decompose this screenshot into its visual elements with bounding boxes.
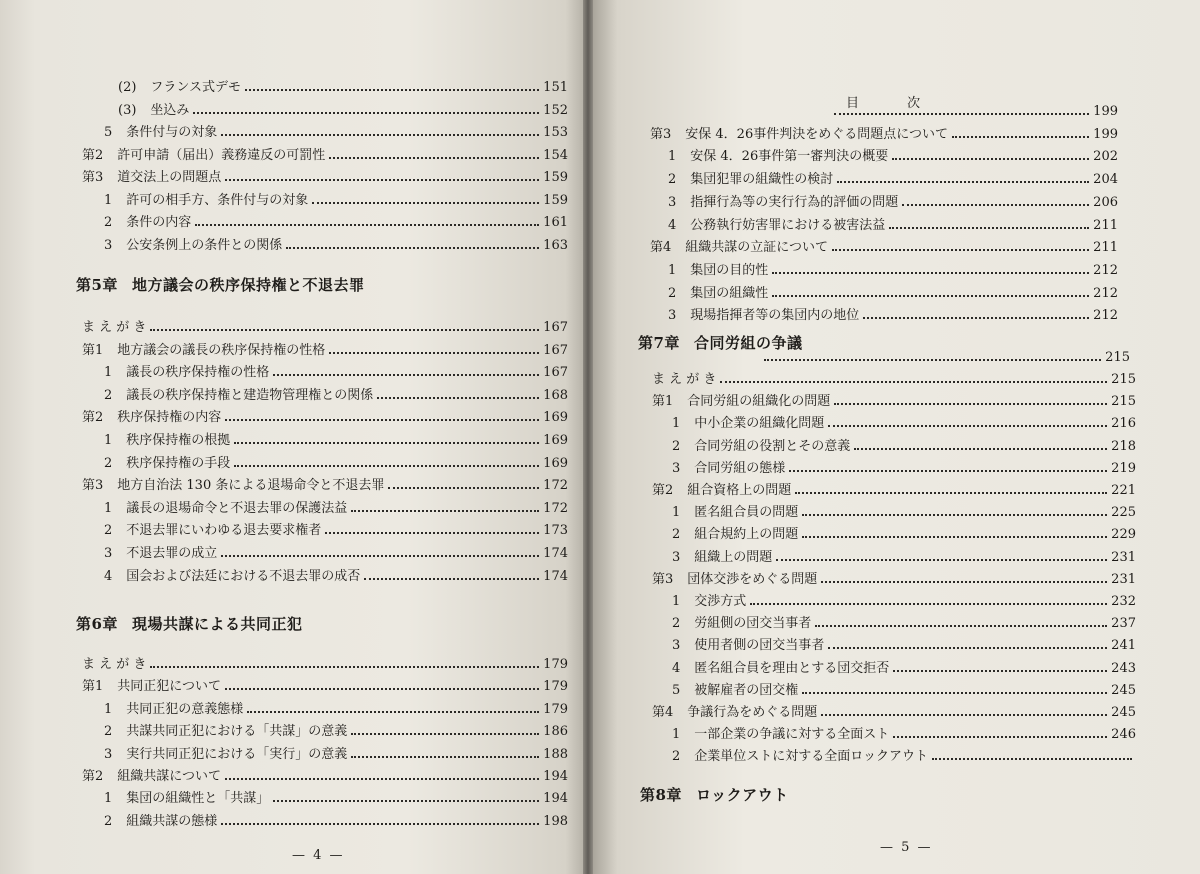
entry-label: 現場指揮者等の集団内の地位 [690,308,860,324]
dot-leader [720,380,1107,383]
toc-entry [672,527,1136,545]
entry-number: 2 [672,616,681,632]
entry-number: 2 [104,813,113,829]
entry-label: 秩序保持権の内容 [117,410,222,426]
entry-page-number: 231 [1111,549,1136,565]
dot-leader [772,271,1089,274]
entry-page-number: 169 [543,410,568,426]
chapter-title: 現場共謀による共同正犯 [131,615,303,633]
entry-number: 第3 [82,170,104,185]
book-gutter [583,0,593,874]
entry-number: 第3 [650,126,672,142]
entry-page-number: 151 [543,80,568,95]
entry-number: 第2 [82,769,104,784]
toc-entry [652,372,1136,390]
toc-entry [668,263,1118,281]
entry-page-number: 215 [1111,394,1136,410]
entry-number: 3 [672,549,681,565]
toc-entry [104,215,568,233]
dot-leader [795,491,1107,494]
entry-page-number: 152 [543,102,568,118]
toc-entry [104,702,568,720]
entry-label: 国会および法廷における不退去罪の成否 [126,568,361,584]
toc-entry [104,365,568,383]
toc-entry [104,125,568,143]
dot-leader [834,112,1089,115]
entry-label: 合同労組の態様 [694,460,786,476]
entry-label: 共謀共同正犯における「共謀」の意義 [126,724,348,740]
entry-label: 条件の内容 [126,215,192,230]
toc-entry [104,791,568,809]
toc-entry [104,238,568,256]
entry-number: 2 [104,455,113,471]
dot-leader [273,373,539,376]
entry-label: 組合資格上の問題 [687,483,792,498]
entry-number: 第1 [652,394,674,410]
entry-page-number: 194 [543,769,568,784]
toc-entry [672,727,1136,745]
chapter-6-heading [76,613,302,634]
entry-number: 1 [668,262,677,278]
entry-number: 2 [668,172,677,188]
entry-label: 不退去罪にいわゆる退去要求権者 [126,523,322,539]
entry-page-number: 172 [543,500,568,516]
dot-leader [247,710,539,713]
toc-entry [672,749,1136,767]
toc-entry [104,193,568,211]
chapter-7-heading [638,332,802,353]
chapter-number: 第6章 [76,615,118,633]
dot-leader [821,713,1107,716]
dot-leader [193,111,539,114]
entry-label: 不退去罪の成立 [126,546,218,561]
toc-entry [650,127,1118,145]
toc-entry [668,308,1118,326]
dot-leader [834,402,1107,405]
entry-label: 匿名組合員を理由とする団交拒否 [694,660,890,676]
dot-leader [815,624,1107,627]
entry-page-number: 179 [543,657,568,672]
dot-leader [802,691,1107,694]
entry-label: 許可申請（届出）義務違反の可罰性 [117,147,326,163]
entry-page-number: 216 [1111,416,1136,432]
dot-leader [225,687,539,690]
entry-page-number: 212 [1093,308,1118,324]
entry-page-number: 179 [543,701,568,717]
toc-entry [104,388,568,406]
entry-page-number: 202 [1093,149,1118,165]
dot-leader [802,513,1107,516]
dot-leader [225,418,539,421]
entry-number: 4 [672,660,681,676]
dot-leader [364,577,539,580]
dot-leader [932,757,1132,760]
toc-entry [104,546,568,564]
entry-page-number: 188 [543,746,568,762]
toc-entry [82,148,568,166]
chapter-number: 第7章 [638,334,680,352]
entry-page-number: 229 [1111,527,1136,543]
entry-label: 組織共謀の立証について [685,240,829,256]
entry-page-number: 215 [1111,372,1136,387]
entry-label: 議長の秩序保持権と建造物管理権との関係 [126,387,374,403]
entry-number: 2 [672,527,681,543]
toc-entry [672,550,1136,568]
entry-number: 1 [672,416,681,432]
entry-label: 集団の組織性と「共謀」 [126,791,270,807]
entry-page-number: 232 [1111,594,1136,609]
entry-label: 団体交渉をめぐる問題 [687,571,818,587]
entry-page-number: 204 [1093,172,1118,188]
dot-leader [325,531,539,534]
toc-entry [672,416,1136,434]
entry-number: (3) [118,102,137,118]
dot-leader [854,447,1107,450]
entry-page-number: 172 [543,478,568,494]
entry-number: 1 [104,791,113,807]
dot-leader [351,732,539,735]
entry-page-number: 167 [543,365,568,381]
chapter-5-heading [76,274,364,295]
dot-leader [351,755,539,758]
entry-label: 安保 4．26事件判決をめぐる問題点について [685,126,948,142]
entry-number: 5 [672,682,681,698]
entry-number: (2) [118,80,137,95]
entry-number: 1 [672,727,681,743]
toc-entry [668,149,1118,167]
entry-label: 中小企業の組織化問題 [694,416,825,432]
entry-label: 公務執行妨害罪における被害法益 [690,217,886,233]
entry-label: 合同労組の組織化の問題 [687,394,831,410]
entry-number: 第2 [82,147,104,163]
entry-label: 交渉方式 [694,594,747,609]
page-number-left: — 4 — [292,848,345,863]
entry-label: 集団犯罪の組織性の検討 [690,172,834,188]
entry-page-number: 173 [543,523,568,539]
entry-label: 公安条例上の条件との関係 [126,237,283,253]
entry-page-number: 186 [543,724,568,740]
toc-entry [82,410,568,428]
entry-page-number: 163 [543,237,568,253]
entry-number: 第4 [650,240,672,256]
entry-number: 3 [104,746,113,762]
dot-leader [821,580,1107,583]
toc-entry [82,769,568,787]
entry-label: 争議行為をめぐる問題 [687,705,818,720]
page-number-right: — 5 — [880,840,933,855]
entry-label: 秩序保持権の根拠 [126,433,231,448]
entry-number: 5 [104,125,113,140]
toc-entry [672,461,1136,479]
entry-page-number: 198 [543,813,568,829]
toc-entry [672,661,1136,679]
entry-label: 条件付与の対象 [126,125,218,140]
entry-page-number: 237 [1111,616,1136,632]
chapter-8-heading [640,784,789,805]
entry-number: 3 [668,194,677,210]
entry-page-number: 174 [543,568,568,584]
toc-entry [672,683,1136,701]
entry-number: 3 [668,308,677,324]
entry-page-number: 245 [1111,682,1136,698]
toc-entry [82,170,568,188]
entry-page-number: 169 [543,455,568,471]
entry-number: 2 [668,285,677,301]
entry-label: 一部企業の争議に対する全面スト [694,727,890,743]
entry-page-number: 174 [543,546,568,561]
entry-number: 3 [672,638,681,654]
entry-number: 第1 [82,342,104,358]
chapter-title: ロックアウト [695,786,789,804]
dot-leader [832,248,1089,251]
entry-label: フランス式デモ [150,80,242,95]
dot-leader [863,316,1089,319]
chapter-number: 第8章 [640,786,682,804]
entry-number: 第1 [82,679,104,695]
dot-leader [828,424,1107,427]
entry-label: 地方議会の議長の秩序保持権の性格 [117,342,326,358]
entry-number: 2 [672,438,681,454]
entry-number: 第2 [652,483,674,498]
toc-entry [104,433,568,451]
dot-leader [234,464,539,467]
entry-number: 4 [104,568,113,584]
dot-leader [234,441,539,444]
dot-leader [329,351,539,354]
dot-leader [225,777,539,780]
dot-leader [893,735,1107,738]
chapter-title: 地方議会の秩序保持権と不退去罪 [131,276,365,294]
toc-entry [668,195,1118,213]
entry-number: 2 [104,215,113,230]
dot-leader [388,486,539,489]
dot-leader [286,246,539,249]
entry-number: 3 [104,237,113,253]
entry-label: 共同正犯の意義態様 [126,701,244,717]
toc-entry [672,616,1136,634]
toc-title: 目 次 [846,96,943,111]
entry-number: 第3 [652,571,674,587]
toc-entry [672,505,1136,523]
toc-entry [668,286,1118,304]
entry-label: 議長の退場命令と不退去罪の保護法益 [126,500,348,516]
entry-label: 秩序保持権の手段 [126,455,231,471]
toc-entry [104,814,568,832]
dot-leader [221,822,539,825]
toc-entry [118,103,568,121]
dot-leader [351,509,539,512]
entry-number: 1 [104,365,113,381]
entry-page-number: 179 [543,679,568,695]
entry-number: 第3 [82,478,104,494]
toc-entry [652,705,1136,723]
entry-label: ま え が き [82,320,147,335]
entry-label: 組織共謀について [117,769,222,784]
entry-page-number: 159 [543,192,568,208]
entry-number: 1 [104,701,113,717]
toc-entry [652,572,1136,590]
dot-leader [837,180,1089,183]
toc-entry [104,456,568,474]
toc-entry [118,80,568,98]
toc-entry [82,320,568,338]
entry-page-number: 194 [543,791,568,807]
entry-number: 4 [668,217,677,233]
dot-leader [772,294,1089,297]
entry-label: 道交法上の問題点 [117,170,222,185]
chapter-7-page-line [760,350,1130,368]
entry-page-number: 154 [543,147,568,163]
chapter-number: 第5章 [76,276,118,294]
entry-number: 第4 [652,705,674,720]
entry-page-number: 211 [1093,217,1118,233]
entry-number: 1 [668,149,677,165]
toc-entry [104,569,568,587]
dot-leader [245,88,539,91]
dot-leader [952,135,1089,138]
entry-page-number: 206 [1093,194,1118,210]
toc-entry [82,679,568,697]
dot-leader [221,133,539,136]
dot-leader [150,328,539,331]
entry-label: 議長の秩序保持権の性格 [126,365,270,381]
entry-number: 2 [672,749,681,765]
toc-entry [82,657,568,675]
entry-page-number: 246 [1111,727,1136,743]
entry-number: 3 [104,546,113,561]
entry-label: 労組側の団交当事者 [694,616,812,632]
toc-entry [104,501,568,519]
dot-leader [789,469,1107,472]
chapter-title: 合同労組の争議 [693,334,803,352]
dot-leader [902,203,1089,206]
dot-leader [195,223,539,226]
entry-page-number: 167 [543,320,568,335]
toc-entry [104,523,568,541]
dot-leader [329,156,539,159]
dot-leader [273,799,539,802]
entry-label: 匿名組合員の問題 [694,505,799,521]
entry-number: 1 [104,192,113,208]
entry-page-number: 211 [1093,240,1118,256]
entry-number: 2 [104,387,113,403]
entry-page-number: 168 [543,387,568,403]
entry-label: 合同労組の役割とその意義 [694,438,851,454]
entry-page-number: 199 [1093,126,1118,142]
dot-leader [776,558,1107,561]
entry-number: 2 [104,523,113,539]
entry-page-number: 212 [1093,285,1118,301]
entry-label: 共同正犯について [117,679,222,695]
entry-label: 使用者側の団交当事者 [694,638,825,654]
entry-label: 安保 4．26事件第一審判決の概要 [690,149,889,165]
dot-leader [225,178,539,181]
entry-page-number: 218 [1111,438,1136,454]
dot-leader [802,535,1107,538]
entry-number: 1 [104,500,113,516]
dot-leader [312,201,539,204]
entry-number: 第2 [82,410,104,426]
entry-page-number: 221 [1111,483,1136,498]
entry-page-number: 215 [1105,350,1130,365]
toc-entry [672,439,1136,457]
entry-number: 1 [672,594,681,609]
entry-label: 実行共同正犯における「実行」の意義 [126,746,348,762]
toc-entry [830,104,1118,122]
entry-page-number: 212 [1093,262,1118,278]
entry-label: 坐込み [150,102,190,118]
entry-label: 集団の組織性 [690,285,769,301]
entry-number: 2 [104,724,113,740]
dot-leader [889,226,1089,229]
toc-entry [652,483,1136,501]
entry-label: 指揮行為等の実行行為的評価の問題 [690,194,899,210]
toc-entry [104,747,568,765]
entry-page-number: 169 [543,433,568,448]
entry-number: 1 [672,505,681,521]
entry-label: 企業単位ストに対する全面ロックアウト [694,749,929,765]
entry-label: 地方自治法 130 条による退場命令と不退去罪 [117,478,385,494]
toc-entry [650,240,1118,258]
dot-leader [893,669,1107,672]
toc-entry [652,394,1136,412]
entry-number: 1 [104,433,113,448]
entry-page-number: 153 [543,125,568,140]
dot-leader [892,157,1089,160]
toc-entry [672,594,1136,612]
entry-page-number: 161 [543,215,568,230]
entry-page-number: 225 [1111,505,1136,521]
entry-label: 組織共謀の態様 [126,813,218,829]
dot-leader [377,396,539,399]
dot-leader [764,358,1101,361]
toc-entry [668,172,1118,190]
dot-leader [750,602,1107,605]
toc-entry [672,638,1136,656]
entry-label: 許可の相手方、条件付与の対象 [126,192,309,208]
entry-label: 組合規約上の問題 [694,527,799,543]
entry-label: 組織上の問題 [694,549,773,565]
entry-label: 集団の目的性 [690,262,769,278]
entry-page-number: 159 [543,170,568,185]
entry-page-number: 231 [1111,571,1136,587]
toc-entry [104,724,568,742]
entry-page-number: 241 [1111,638,1136,654]
entry-label: 被解雇者の団交権 [694,682,799,698]
entry-page-number: 199 [1093,104,1118,119]
toc-entry [82,343,568,361]
toc-entry [82,478,568,496]
entry-page-number: 243 [1111,660,1136,676]
entry-label: ま え が き [82,657,147,672]
dot-leader [828,646,1107,649]
entry-page-number: 219 [1111,460,1136,476]
toc-entry [668,218,1118,236]
entry-number: 3 [672,460,681,476]
entry-page-number: 245 [1111,705,1136,720]
entry-label: ま え が き [652,372,717,387]
entry-page-number: 167 [543,342,568,358]
dot-leader [150,665,539,668]
dot-leader [221,554,539,557]
